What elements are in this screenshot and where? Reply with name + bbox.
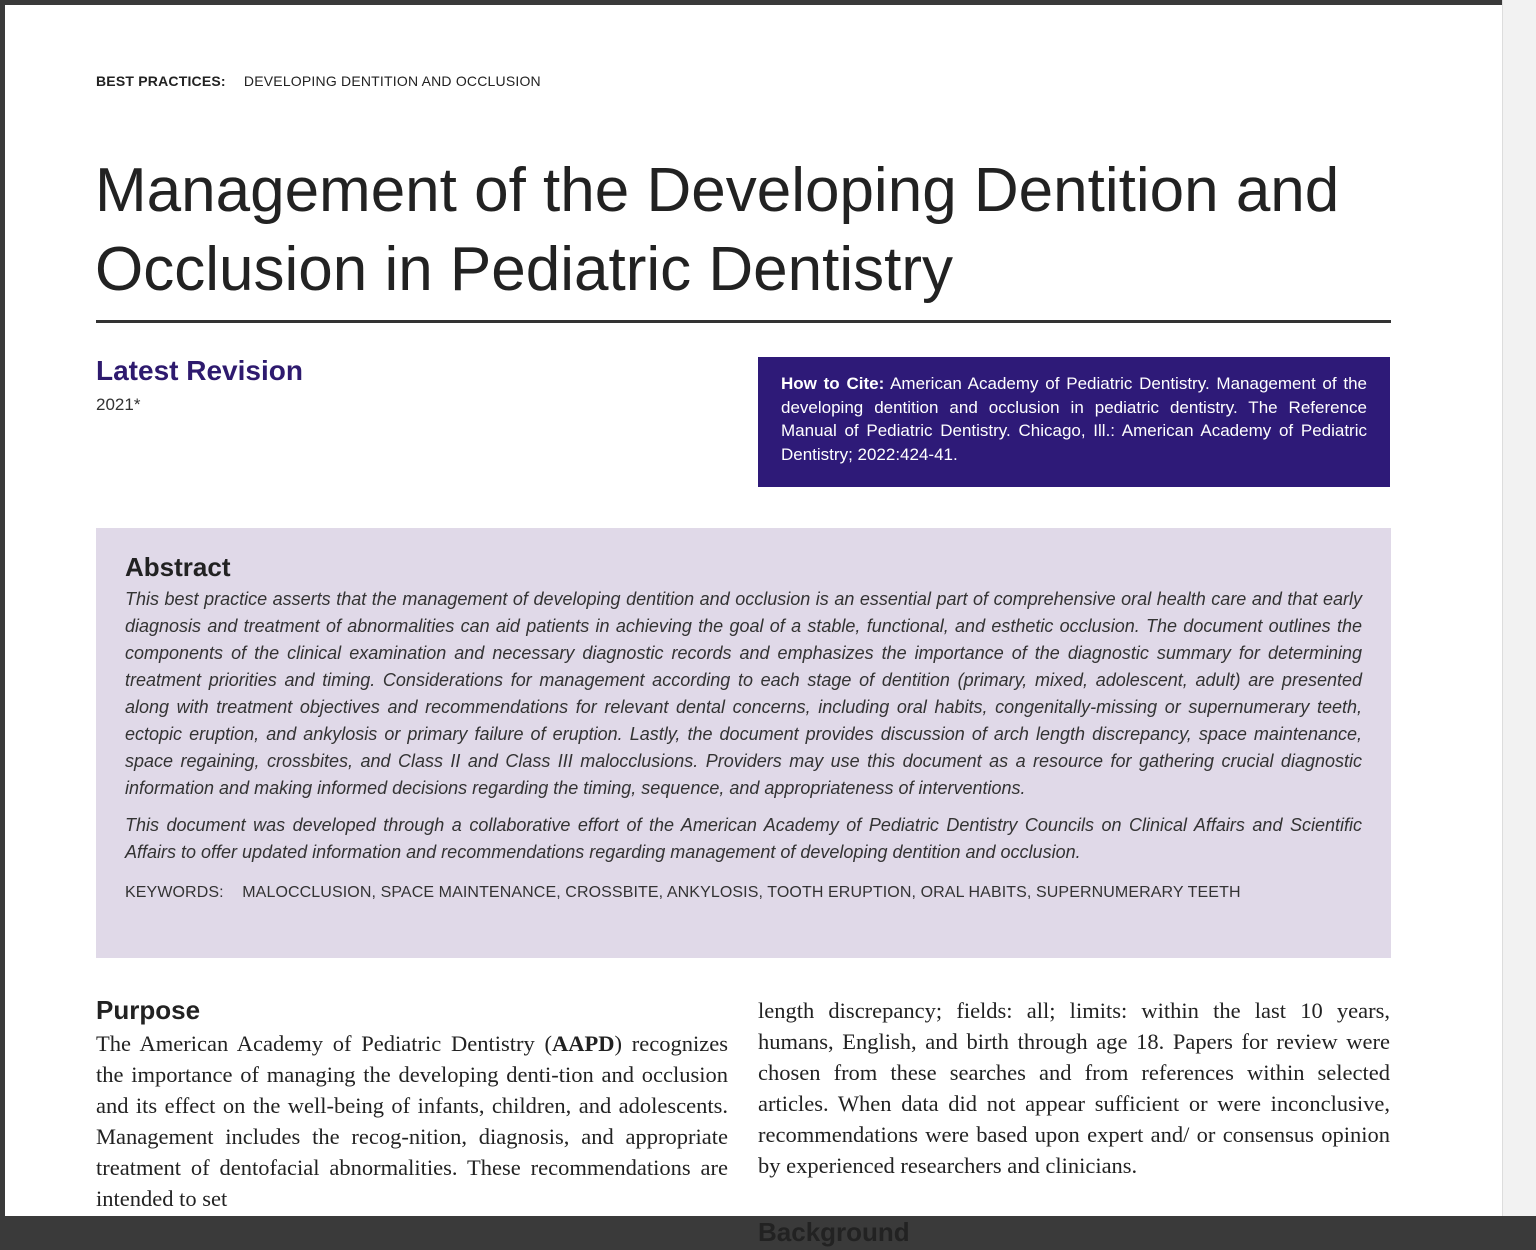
purpose-text-start: The American Academy of Pediatric Dentistry ( <box>96 1031 553 1056</box>
left-column <box>96 995 728 1214</box>
aapd-acronym: AAPD <box>552 1031 615 1056</box>
abstract-box <box>96 528 1391 958</box>
title-divider <box>96 320 1391 323</box>
document-title-line2: Occlusion in Pediatric Dentistry <box>95 235 953 304</box>
methods-text: length discrepancy; fields: all; limits: within the last 10 years, humans, English, and birth through age 18. Papers for review were chosen from these searches and from references within selected articles. When data did not appear sufficient or were inconclusive, recommendations were based upon expert and/ or consensus opinion by experienced researchers and clinicians. <box>758 998 1390 1178</box>
document-title <box>95 151 1395 309</box>
keywords-label: KEYWORDS: <box>125 884 224 901</box>
revision-heading: Latest Revision <box>96 355 303 386</box>
document-page <box>5 5 1503 1247</box>
purpose-text-rest: ) recognizes the importance of managing the developing denti-tion and occlusion and its effect on the well-being of infants, children, and adolescents. Management includes the recog-nition, diagnosis, and appropriate treatment of dentofacial abnormalities. These recommendations are intended to set <box>96 1031 728 1211</box>
revision-year: 2021* <box>96 395 141 414</box>
vertical-scrollbar[interactable] <box>1502 0 1536 1216</box>
cite-text: American Academy of Pediatric Dentistry. Management of the developing dentition and occlusion in pediatric dentistry. The Reference Manual of Pediatric Dentistry. Chicago, Ill.: American Academy of Pediatric Dentistry; 2022:424-41. <box>781 374 1367 464</box>
abstract-development-note: This document was developed through a collaborative effort of the American Academy of Pediatric Dentistry Councils on Clinical Affairs and Scientific Affairs to offer updated information and recommendations regarding management of developing dentition and occlusion. <box>125 815 1362 862</box>
how-to-cite-box <box>758 357 1390 487</box>
running-head <box>96 73 541 89</box>
purpose-text <box>96 1028 728 1214</box>
keywords <box>125 884 1362 902</box>
running-head-text: DEVELOPING DENTITION AND OCCLUSION <box>243 73 541 89</box>
abstract-heading: Abstract <box>125 552 231 582</box>
cite-label: How to Cite: <box>781 374 885 393</box>
background-heading: Background <box>758 1217 910 1247</box>
right-column <box>758 995 1390 1250</box>
purpose-heading: Purpose <box>96 995 201 1025</box>
abstract-paragraph: This best practice asserts that the management of developing dentition and occlusion is an essential part of comprehensive oral health care and that early diagnosis and treatment of abnormalities can aid patients in achieving the goal of a stable, functional, and esthetic occlusion. The document outlines the components of the clinical examination and necessary diagnostic records and emphasizes the importance of the diagnostic summary for determining treatment priorities and timing. Considerations for management according to each stage of dentition (primary, mixed, adolescent, adult) are presented along with treatment objectives and recommendations for relevant dental concerns, including oral habits, congenitally-missing or supernumerary teeth, ectopic eruption, and ankylosis or primary failure of eruption. Lastly, the document provides discussion of arch length discrepancy, space maintenance, space regaining, crossbites, and Class II and Class III malocclusions. Providers may use this document as a resource for gathering crucial diagnostic information and making informed decisions regarding the timing, sequence, and appropriateness of interventions. <box>125 589 1362 798</box>
document-title-line1: Management of the Developing Dentition and <box>95 156 1340 225</box>
keywords-list: MALOCCLUSION, SPACE MAINTENANCE, CROSSBITE, ANKYLOSIS, TOOTH ERUPTION, ORAL HABITS, SUPERNUMERARY TEETH <box>242 884 1241 901</box>
running-head-label: BEST PRACTICES: <box>96 73 226 89</box>
